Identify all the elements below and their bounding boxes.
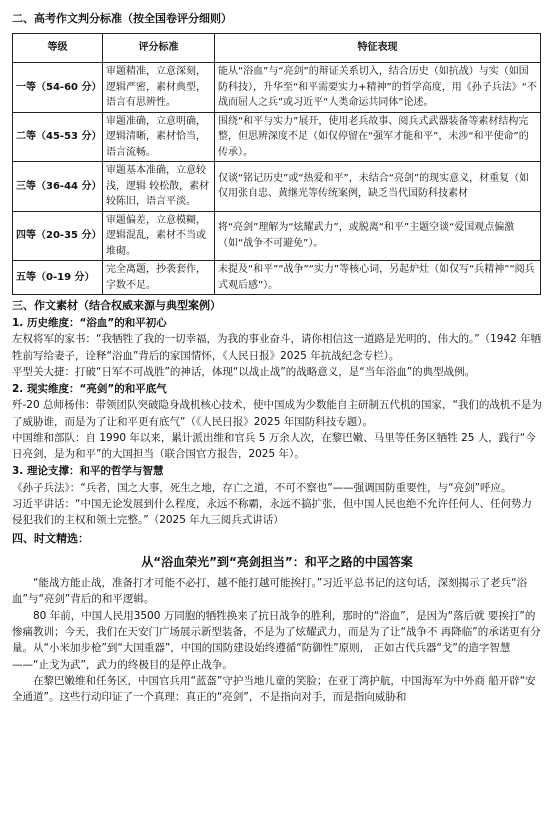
material-heading-history: 1. 历史维度：“浴血”的和平初心: [12, 317, 167, 330]
table-header-row: [13, 34, 541, 63]
material-heading-theory: 3. 理论支撑：和平的哲学与智慧: [12, 465, 164, 478]
features-cell: 将“亮剑”理解为“炫耀武力”，或脱离“和平”主题空谈“爱国观点偏激（如“战争不可避免”）。: [215, 211, 541, 261]
header-features: 特征表现: [215, 34, 541, 63]
features-cell: 仅谈“铭记历史”或“热爱和平”，未结合“亮剑”的现实意义，材重复（如仅用张自忠、黄继光等传统案例，缺乏当代国防科技素材: [215, 162, 541, 212]
article-paragraph: 在黎巴嫩维和任务区，中国官兵用“蓝盔”守护当地儿童的笑脸；在亚丁湾护航，中国海军为中外商 船开辟“安全通道”。这些行动印证了一个真理：真正的“亮剑”，不是指向对手，而是指向威胁和: [12, 674, 536, 704]
article-paragraph: 80 年前，中国人民用3500 万同胞的牺牲换来了抗日战争的胜利，那时的“浴血”，是因为“落后就 要挨打”的惨痛教训；今天，我们在天安门广场展示新型装备，不是为了炫耀武力，而是为了让“战争不 再降临”的承诺更有分量。从“小米加步枪”到“大国重器”，中国的国防建设始终遵循“防御性”原则， 正如古代兵器“戈”的造字智慧——“止戈为武”，武力的终极目的是停止战争。: [12, 609, 541, 671]
material-paragraph: 平型关大捷：打破“日军不可战胜”的神话，体现“以战止战”的战略意义，是“当年浴血”的典型战例。: [12, 365, 476, 378]
grade-cell: 五等（0-19 分）: [13, 261, 103, 295]
section-title-materials: 三、作文素材（结合权威来源与典型案例）: [12, 299, 221, 313]
article-title: 从“浴血荣光”到“亮剑担当”：和平之路的中国答案: [141, 554, 413, 569]
table-row: [13, 162, 541, 212]
grading-table: [12, 33, 541, 295]
table-row: [13, 261, 541, 295]
section-title-articles: 四、时文精选：: [12, 531, 89, 545]
criteria-cell: 完全离题，抄袭套作，字数不足。: [103, 261, 215, 295]
features-cell: 围绕“和平与实力”展开，使用老兵故事、阅兵式武器装备等素材结构完整，但思辨深度不足（如仅停留在“强军才能和平”，未涉“和平使命”的传承）。: [215, 112, 541, 162]
criteria-cell: 审题基本准确，立意较浅，逻辑 较松散，素材较陈旧，语言平淡。: [103, 162, 215, 212]
features-cell: 能从“浴血”与“亮剑”的辩证关系切入，结合历史（如抗战）与实（如国防科技），升华至“和平需要实力+精神”的哲学高度，用《孙子兵法》“不战而屈人之兵”或习近平“人类命运共同体”论述。: [215, 63, 541, 113]
header-grade: 等级: [13, 34, 103, 63]
table-row: [13, 63, 541, 113]
grade-cell: 四等（20-35 分）: [13, 211, 103, 261]
grade-cell: 二等（45-53 分）: [13, 112, 103, 162]
header-criteria: 评分标准: [103, 34, 215, 63]
criteria-cell: 审题精准，立意深刻，逻辑严密，素材典型，语言有思辨性。: [103, 63, 215, 113]
article-paragraph: “能战方能止战，准备打才可能不必打，越不能打越可能挨打。”习近平总书记的这句话，深刻揭示了老兵“浴血”与“亮剑”背后的和平逻辑。: [12, 577, 528, 606]
section-title-grading: 二、高考作文判分标准（按全国卷评分细则）: [12, 12, 232, 25]
grade-cell: 一等（54-60 分）: [13, 63, 103, 113]
material-paragraph: 歼-20 总师杨伟：带领团队突破隐身战机核心技术，使中国成为少数能自主研制五代机的国家，“我们的战机不是为了威胁谁，而是为了让和平更有底气”（《人民日报》2025 年国防科技专题）。: [12, 399, 542, 428]
material-heading-reality: 2. 现实维度：“亮剑”的和平底气: [12, 383, 167, 396]
material-paragraph: 左权将军的家书：“我牺牲了我的一切幸福，为我的事业奋斗，请你相信这一道路是光明的、伟大的。”（1942 年牺牲前写给妻子，诠释“浴血”背后的家国情怀，《人民日报》2025 年抗战纪念专栏）。: [12, 333, 542, 362]
material-paragraph: 习近平讲话：“中国无论发展到什么程度，永远不称霸，永远不搞扩张，但中国人民也绝不允许任何人、任何势力侵犯我们的主权和领土完整。”（2025 年九三阅兵式讲话）: [12, 498, 532, 527]
material-paragraph: 《孙子兵法》：“兵者，国之大事，死生之地，存亡之道，不可不察也”——强调国防重要性，与“亮剑”呼应。: [12, 481, 512, 494]
table-row: [13, 211, 541, 261]
criteria-cell: 审题准确，立意明确，逻辑清晰，素材恰当，语言流畅。: [103, 112, 215, 162]
criteria-cell: 审题偏差，立意模糊，逻辑混乱，素材不当或堆砌。: [103, 211, 215, 261]
grade-cell: 三等（36-44 分）: [13, 162, 103, 212]
table-row: [13, 112, 541, 162]
features-cell: 未提及“和平”“战争”“实力”等核心词，另起炉灶（如仅写“兵精神”“阅兵式观后感”）。: [215, 261, 541, 295]
material-paragraph: 中国维和部队：自 1990 年以来，累计派出维和官兵 5 万余人次，在黎巴嫩、马里等任务区牺牲 25 人，践行“今日亮剑，是为和平”的大国担当（联合国官方报告，2025 年）。: [12, 431, 536, 461]
